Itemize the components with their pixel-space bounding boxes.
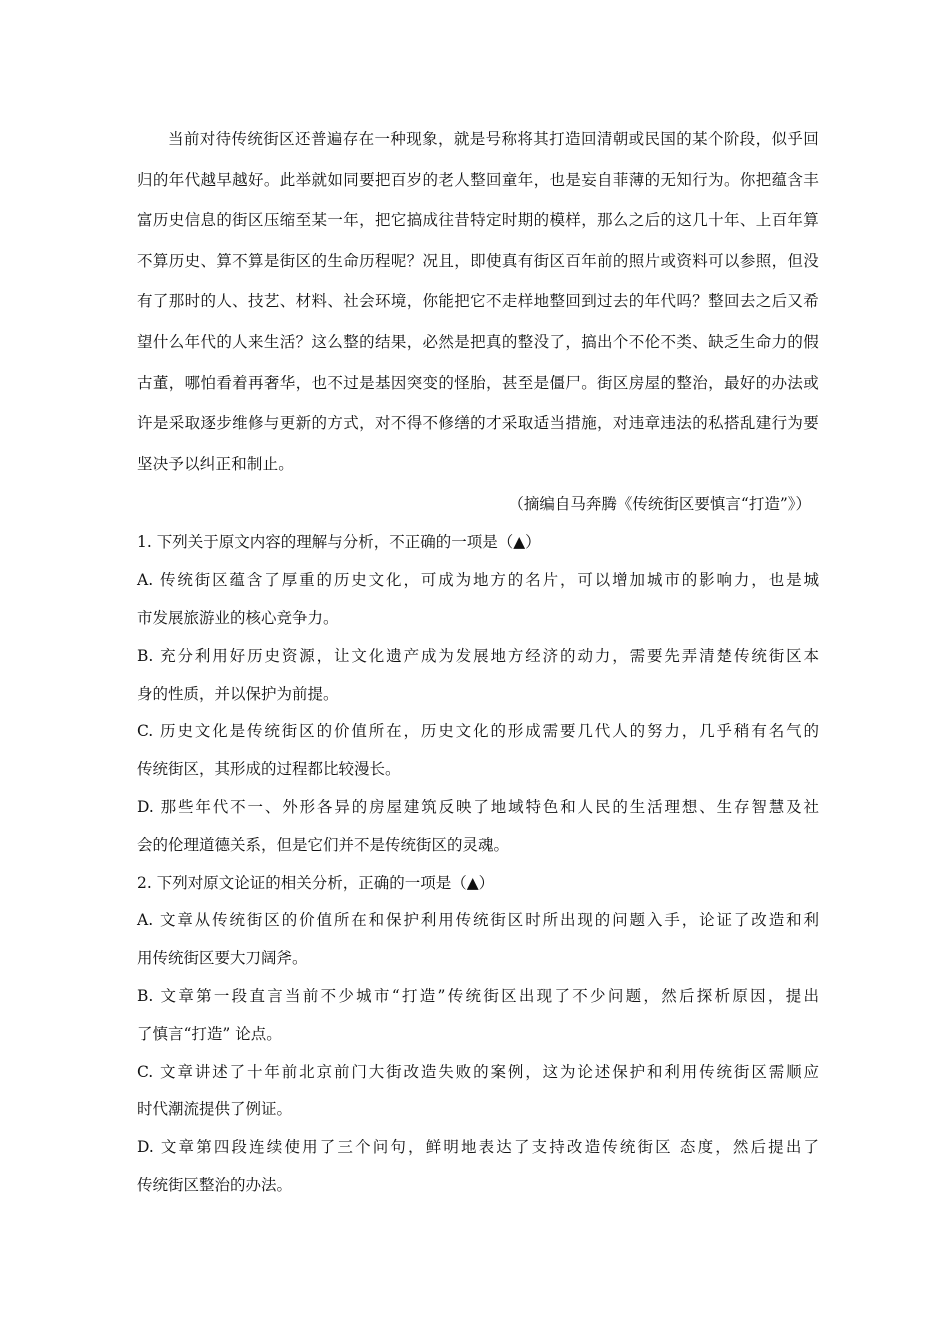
option-text-continued: 传统街区整治的办法。 xyxy=(137,1175,293,1194)
option-text: D. 文章第四段连续使用了三个问句，鲜明地表达了支持改造传统街区 态度，然后提出了 xyxy=(137,1138,819,1157)
passage-source: （摘编自马奔腾《传统街区要慎言“打造”》） xyxy=(508,495,811,514)
option-c xyxy=(137,1054,819,1130)
option-d xyxy=(137,1129,819,1205)
question-1 xyxy=(137,524,819,864)
option-a xyxy=(137,902,819,978)
option-text: A. 文章从传统街区的价值所在和保护利用传统街区时所出现的问题入手，论证了改造和利 xyxy=(137,911,819,930)
option-text: C. 文章讲述了十年前北京前门大街改造失败的案例，这为论述保护和利用传统街区需顺应 xyxy=(137,1062,819,1081)
question-stem: 2. 下列对原文论证的相关分析，正确的一项是（▲） xyxy=(137,873,495,892)
option-text-continued: 身的性质，并以保护为前提。 xyxy=(137,684,339,703)
document-content xyxy=(137,119,819,1205)
question-2 xyxy=(137,865,819,1205)
option-text-continued: 时代潮流提供了例证。 xyxy=(137,1100,293,1119)
question-stem: 1. 下列关于原文内容的理解与分析，不正确的一项是（▲） xyxy=(137,533,541,552)
option-text-continued: 市发展旅游业的核心竞争力。 xyxy=(137,608,339,627)
option-text: C. 历史文化是传统街区的价值所在，历史文化的形成需要几代人的努力，几乎稍有名气的 xyxy=(137,722,819,741)
option-a xyxy=(137,562,819,638)
option-text-continued: 了慎言“打造” 论点。 xyxy=(137,1024,282,1043)
option-b xyxy=(137,638,819,714)
option-text-continued: 传统街区，其形成的过程都比较漫长。 xyxy=(137,760,401,779)
option-text-continued: 会的伦理道德关系，但是它们并不是传统街区的灵魂。 xyxy=(137,835,510,854)
option-text: B. 充分利用好历史资源，让文化遗产成为发展地方经济的动力，需要先弄清楚传统街区本 xyxy=(137,646,819,665)
option-text-continued: 用传统街区要大刀阔斧。 xyxy=(137,949,308,968)
passage-paragraph: 当前对待传统街区还普遍存在一种现象，就是号称将其打造回清朝或民国的某个阶段，似乎回归的年代越早越好。此举就如同要把百岁的老人整回童年，也是妄自菲薄的无知行为。你把蕴含丰富历史信息的街区压缩至某一年，把它搞成往昔特定时期的模样，那么之后的这几十年、上百年算不算历史、算不算是街区的生命历程呢？况且，即使真有街区百年前的照片或资料可以参照，但没有了那时的人、技艺、材料、社会环境，你能把它不走样地整回到过去的年代吗？整回去之后又希望什么年代的人来生活？这么整的结果，必然是把真的整没了，搞出个不伦不类、缺乏生命力的假古董，哪怕看着再奢华，也不过是基因突变的怪胎，甚至是僵尸。街区房屋的整治，最好的办法或许是采取逐步维修与更新的方式，对不得不修缮的才采取适当措施，对违章违法的私搭乱建行为要坚决予以纠正和制止。 xyxy=(137,130,819,473)
option-d xyxy=(137,789,819,865)
option-b xyxy=(137,978,819,1054)
option-text: A. 传统街区蕴含了厚重的历史文化，可成为地方的名片，可以增加城市的影响力，也是城 xyxy=(137,571,819,590)
option-text: B. 文章第一段直言当前不少城市“打造”传统街区出现了不少问题，然后探析原因，提出 xyxy=(137,986,819,1005)
option-text: D. 那些年代不一、外形各异的房屋建筑反映了地域特色和人民的生活理想、生存智慧及社 xyxy=(137,797,819,816)
option-c xyxy=(137,713,819,789)
